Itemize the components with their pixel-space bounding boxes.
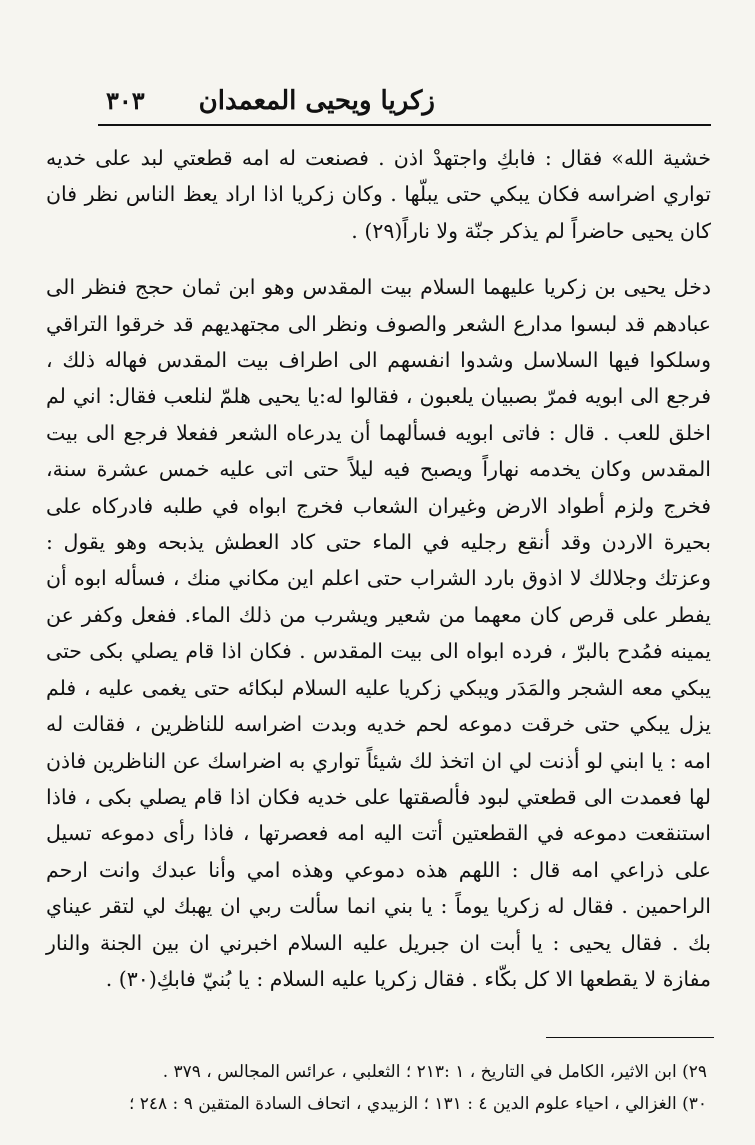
- running-title: زكريا ويحيى المعمدان: [198, 86, 435, 116]
- footnote-rule: [546, 1037, 714, 1038]
- footnote-30: ٣٠) الغزالي ، احياء علوم الدين ٤ : ١٣١ ؛ الزبيدي ، اتحاف السادة المتقين ٩ : ٢٤٨ ؛: [128, 1094, 707, 1115]
- running-header: [46, 86, 715, 116]
- header-rule: [98, 124, 711, 126]
- paragraph-1: خشية الله» فقال : فابكِ واجتهدْ اذن . فصنعت له امه قطعتي لبد على خديه تواري اضراسه فكان يبكي حتى يبلّها . وكان زكريا اذا اراد يعظ الناس نظر فان كان يحيى حاضراً لم يذكر جنّة ولا ناراً(٢٩) .: [46, 146, 711, 243]
- page-number: ٣٠٣: [106, 86, 145, 115]
- footnote-29: ٢٩) ابن الاثير، الكامل في التاريخ ، ١ :٢١٣ ؛ الثعلبي ، عرائس المجالس ، ٣٧٩ .: [162, 1062, 707, 1083]
- paragraph-2: دخل يحيى بن زكريا عليهما السلام بيت المقدس وهو ابن ثمان حجج فنظر الى عبادهم قد لبسوا مدارع الشعر والصوف ونظر الى مجتهديهم قد خرقوا التراقي وسلكوا فيها السلاسل وشدوا انفسهم الى اطراف بيت المقدس فهاله ذلك ، فرجع الى ابويه فمرّ بصبيان يلعبون ، فقالوا له:يا يحيى هلمّ لنلعب فقال: اني لم اخلق للعب . قال : فاتى ابويه فسألهما أن يدرعاه الشعر ففعلا فرجع الى بيت المقدس وكان يخدمه نهاراً ويصبح فيه ليلاً حتى اتى عليه خمس عشرة سنة، فخرج ولزم أطواد الارض وغيران الشعاب فخرج ابواه في طلبه فادركاه على بحيرة الاردن وقد أنقع رجليه في الماء حتى كاد العطش يذبحه وهو يقول : وعزتك وجلالك لا اذوق بارد الشراب حتى اعلم اين مكاني منك ، فسأله ابوه أن يفطر على قرص كان معهما من شعير ويشرب من ذلك الماء. ففعل وكفر عن يمينه فمُدح بالبرّ ، فرده ابواه الى بيت المقدس . فكان اذا قام يصلي بكى حتى يبكي معه الشجر والمَدَر ويبكي زكريا عليه السلام لبكائه حتى يغمى عليه ، فلم يزل يبكي حتى خرقت دموعه لحم خديه وبدت اضراسه للناظرين ، فقالت له امه : يا ابني لو أذنت لي ان اتخذ لك شيئاً تواري به اضراسك عن الناظرين فاذن لها فعمدت الى قطعتي لبود فألصقتها على خديه فكان اذا قام يصلي بكى ، فاذا استنقعت دموعه في القطعتين أتت اليه امه فعصرتها ، فاذا رأى دموعه تسيل على ذراعي امه قال : اللهم هذه دموعي وهذه امي وأنا عبدك وانت ارحم الراحمين . فقال له زكريا يوماً : يا بني انما سألت ربي ان يهبك لي لتقر عيناي بك . فقال يحيى : يا أبت ان جبريل عليه السلام اخبرني ان بين الجنة والنار مفازة لا يقطعها الا كل بكّاء . فقال زكريا عليه السلام : يا بُنيّ فابكِ(٣٠) .: [46, 275, 711, 991]
- footnotes: [46, 1056, 715, 1120]
- main-text: [46, 140, 715, 997]
